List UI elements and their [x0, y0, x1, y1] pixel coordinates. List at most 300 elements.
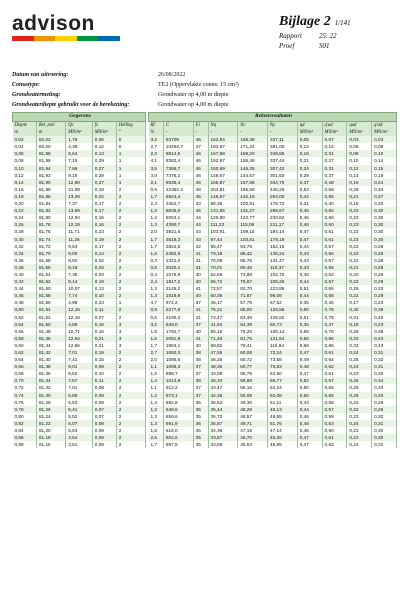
table-cell: 183,97: [208, 143, 238, 150]
table-cell: 109,26: [268, 278, 298, 285]
table-cell: 0,23: [347, 207, 372, 214]
table-cell: 81,24: [36, 413, 65, 420]
table-cell: 41: [193, 314, 208, 321]
table-cell: 41,64: [208, 321, 238, 328]
table-cell: 0,66: [297, 335, 322, 342]
table-cell: 81,86: [36, 193, 65, 200]
table-cell: 1,6: [149, 427, 164, 434]
table-cell: 2,1: [149, 179, 164, 186]
table-cell: 0,14: [13, 179, 37, 186]
table-cell: 0,23: [347, 370, 372, 377]
table-cell: 73,88: [238, 271, 268, 278]
table-cell: 0,4: [149, 271, 164, 278]
table-cell: 0,21: [92, 335, 116, 342]
table-cell: 0,08: [347, 150, 372, 157]
table-cell: 0,57: [322, 257, 347, 264]
table-cell: 2: [116, 377, 145, 384]
table-cell: 0,65: [322, 392, 347, 399]
table-cell: 2277,8: [163, 306, 193, 313]
table-cell: 0,04: [92, 264, 116, 271]
table-cell: 7,37: [66, 200, 93, 207]
table-cell: 0,52: [297, 186, 322, 193]
table-cell: 97,44: [208, 236, 238, 243]
table-cell: 2,7: [149, 143, 164, 150]
table-row: [13, 406, 146, 413]
column-header: fs: [92, 122, 116, 130]
table-cell: 659,6: [163, 413, 193, 420]
table-cell: 0,30: [372, 214, 397, 221]
table-cell: 0,62: [322, 363, 347, 370]
table-cell: 103,91: [208, 228, 238, 235]
table-cell: 0,15: [347, 200, 372, 207]
table-cell: 0,66: [322, 285, 347, 292]
table-cell: 2020,1: [163, 264, 193, 271]
table-cell: 204,81: [208, 186, 238, 193]
table-row: [13, 150, 146, 157]
table-cell: 0,23: [372, 321, 397, 328]
column-header: Qc: [66, 122, 93, 130]
table-cell: 0,25: [347, 384, 372, 391]
table-cell: 81,42: [36, 349, 65, 356]
table-cell: 5,52: [66, 413, 93, 420]
table-cell: 12,94: [66, 214, 93, 221]
table-cell: 46,33: [208, 377, 238, 384]
table-cell: 81,34: [36, 377, 65, 384]
table-row: [149, 363, 397, 370]
table-cell: 81,96: [36, 157, 65, 164]
table-row: [149, 292, 397, 299]
table-cell: 0,62: [13, 349, 37, 356]
table-cell: 0,30: [13, 236, 37, 243]
table-cell: 0,3: [149, 257, 164, 264]
table-cell: 0,47: [297, 434, 322, 441]
table-cell: 85,00: [238, 306, 268, 313]
table-cell: 33,69: [208, 441, 238, 448]
table-cell: 0,51: [297, 285, 322, 292]
table-cell: 682,8: [163, 399, 193, 406]
table-cell: 2: [116, 207, 145, 214]
table-cell: 307,42: [268, 165, 298, 172]
table-cell: 38: [193, 349, 208, 356]
table-cell: 96,36: [208, 200, 238, 207]
table-cell: 152,15: [268, 243, 298, 250]
table-cell: 36,52: [208, 399, 238, 406]
table-cell: 0,33: [347, 342, 372, 349]
table-cell: 1676,9: [163, 271, 193, 278]
table-cell: 0,32: [13, 243, 37, 250]
table-cell: 79,41: [238, 342, 268, 349]
table-cell: 0,43: [372, 342, 397, 349]
table-cell: 4,98: [66, 299, 93, 306]
table-cell: 3: [116, 342, 145, 349]
table-cell: 102,91: [238, 200, 268, 207]
table-cell: 81,48: [36, 328, 65, 335]
table-cell: 48,26: [208, 356, 238, 363]
table-cell: 0,74: [13, 392, 37, 399]
column-unit: -: [163, 129, 193, 136]
table-cell: 912,2: [163, 384, 193, 391]
table-cell: 159,20: [238, 150, 268, 157]
table-cell: 2: [116, 236, 145, 243]
table-cell: 69,77: [268, 377, 298, 384]
table-cell: 45,17: [208, 299, 238, 306]
table-cell: 3,54: [66, 434, 93, 441]
table-row: [149, 136, 397, 143]
table-cell: 11,26: [66, 236, 93, 243]
table-cell: 0,44: [297, 278, 322, 285]
table-cell: 83,49: [238, 314, 268, 321]
table-cell: 111,23: [208, 221, 238, 228]
table-cell: 73,83: [268, 363, 298, 370]
table-row: [13, 292, 146, 299]
table-cell: 125,82: [268, 314, 298, 321]
logo-color-segment: [98, 36, 120, 41]
table-cell: 46,70: [238, 434, 268, 441]
table-cell: 0,13: [92, 150, 116, 157]
table-cell: 0,47: [297, 228, 322, 235]
table-cell: 0,14: [92, 250, 116, 257]
table-cell: 294,00: [268, 193, 298, 200]
table-cell: 60,77: [238, 363, 268, 370]
column-header: Diepte: [13, 122, 37, 130]
table-cell: 0,76: [13, 399, 37, 406]
table-cell: 0,34: [372, 186, 397, 193]
table-cell: 37: [193, 392, 208, 399]
table-cell: 0,61: [322, 236, 347, 243]
table-cell: 46,26: [268, 434, 298, 441]
table-cell: 0,37: [297, 179, 322, 186]
table-cell: 41: [193, 257, 208, 264]
table-cell: 0,60: [13, 342, 37, 349]
table-cell: 44: [193, 214, 208, 221]
table-cell: 0,86: [322, 342, 347, 349]
table-cell: 0,26: [347, 186, 372, 193]
table-cell: 0,47: [297, 441, 322, 448]
table-cell: 1,7: [149, 342, 164, 349]
table-cell: 0,10: [92, 292, 116, 299]
table-cell: 37: [193, 321, 208, 328]
table-cell: 0,9: [149, 306, 164, 313]
table-cell: 1792,7: [163, 328, 193, 335]
table-row: [149, 257, 397, 264]
table-cell: 0,15: [92, 356, 116, 363]
table-row: [149, 271, 397, 278]
table-cell: 0,49: [297, 356, 322, 363]
table-cell: 63,50: [268, 370, 298, 377]
table-cell: 1,2: [149, 392, 164, 399]
table-row: [149, 228, 397, 235]
column-unit: MN/m²: [66, 129, 93, 136]
table-cell: 0,44: [297, 243, 322, 250]
table-row: [13, 278, 146, 285]
table-cell: 0,26: [372, 271, 397, 278]
table-cell: 0,79: [322, 314, 347, 321]
table-cell: 337,11: [268, 136, 298, 143]
column-unit: MN/m²: [347, 129, 372, 136]
bijlage-page: 1/141: [334, 19, 351, 27]
table-cell: 76,67: [238, 278, 268, 285]
table-cell: 0,48: [13, 299, 37, 306]
table-cell: 1,6: [149, 335, 164, 342]
table-cell: 0,57: [322, 406, 347, 413]
table-cell: 81,56: [36, 299, 65, 306]
table-cell: 0,08: [372, 143, 397, 150]
table-cell: 46: [193, 165, 208, 172]
proef-line: [279, 42, 387, 50]
table-cell: 40: [193, 292, 208, 299]
table-cell: 0,09: [92, 441, 116, 448]
table-row: [13, 413, 146, 420]
table-cell: 3: [116, 328, 145, 335]
table-row: [13, 143, 146, 150]
table-cell: 47,59: [208, 349, 238, 356]
table-cell: 0,48: [322, 179, 347, 186]
table-cell: 37: [193, 370, 208, 377]
table-cell: 131,27: [238, 207, 268, 214]
table-cell: 155,39: [238, 136, 268, 143]
table-cell: 1,3: [149, 221, 164, 228]
table-cell: 2: [116, 349, 145, 356]
table-cell: 122,77: [238, 214, 268, 221]
meta-label: Conustype:: [12, 82, 41, 88]
table-cell: 1,5: [149, 370, 164, 377]
meta-value: TE2 (Oppervlakte conus: 15 cm²): [158, 82, 239, 88]
table-cell: 40: [193, 278, 208, 285]
table-row: [149, 434, 397, 441]
table-cell: 38: [193, 377, 208, 384]
table-row: [13, 228, 146, 235]
table-cell: 0,12: [347, 165, 372, 172]
table-cell: 0,07: [322, 136, 347, 143]
table-cell: 57,79: [238, 299, 268, 306]
table-cell: 0,08: [92, 392, 116, 399]
table-cell: 1085,6: [163, 356, 193, 363]
table-cell: 33,87: [208, 434, 238, 441]
column-unit: %: [149, 129, 164, 136]
table-cell: 144,57: [238, 172, 268, 179]
table-cell: 80,46: [238, 264, 268, 271]
table-cell: 7,41: [66, 356, 93, 363]
table-cell: 0,61: [322, 370, 347, 377]
table-cell: 0,31: [347, 314, 372, 321]
table-cell: 9,63: [66, 243, 93, 250]
table-row: [13, 420, 146, 427]
table-cell: 0,24: [297, 165, 322, 172]
table-cell: 56,16: [238, 384, 268, 391]
table-row: [13, 250, 146, 257]
column-header: q'ad: [372, 122, 397, 130]
table-cell: 3: [116, 335, 145, 342]
table-cell: 0,34: [13, 250, 37, 257]
table-cell: 81,20: [36, 427, 65, 434]
table-cell: 35,44: [208, 406, 238, 413]
table-cell: 41: [193, 306, 208, 313]
table-cell: 1: [116, 150, 145, 157]
table-cell: 58,89: [238, 377, 268, 384]
table-cell: 0,30: [372, 236, 397, 243]
table-cell: 6924,4: [163, 193, 193, 200]
table-cell: 0,58: [322, 292, 347, 299]
table-cell: 55,08: [238, 392, 268, 399]
table-cell: 2: [116, 271, 145, 278]
table-cell: 0,07: [92, 413, 116, 420]
table-cell: 344,76: [268, 179, 298, 186]
table-cell: 81,88: [36, 186, 65, 193]
table-cell: 0,22: [347, 292, 372, 299]
table-cell: 82,70: [238, 285, 268, 292]
table-cell: 597,5: [163, 441, 193, 448]
table-cell: 81,22: [36, 420, 65, 427]
logo-color-segment: [77, 36, 99, 41]
table-cell: 0,16: [372, 165, 397, 172]
table-cell: 0,18: [13, 193, 37, 200]
table-cell: 35,72: [208, 413, 238, 420]
table-cell: 233,82: [268, 214, 298, 221]
table-cell: 2: [116, 285, 145, 292]
table-cell: 0,29: [372, 292, 397, 299]
table-cell: 1518,9: [163, 292, 193, 299]
meta-row: [12, 80, 397, 90]
table-cell: 51,11: [268, 399, 298, 406]
table-cell: 1: [116, 299, 145, 306]
table-cell: 0,20: [13, 200, 37, 207]
table-cell: 1,7: [149, 243, 164, 250]
table-cell: 81,98: [36, 150, 65, 157]
table-cell: 0,29: [372, 399, 397, 406]
table-cell: 81,60: [36, 285, 65, 292]
table-cell: 44: [193, 221, 208, 228]
table-cell: 72,57: [208, 285, 238, 292]
table-cell: 9,00: [66, 250, 93, 257]
table-cell: 0,11: [92, 306, 116, 313]
table-cell: 0,24: [347, 363, 372, 370]
table-row: [149, 200, 397, 207]
table-cell: 7,57: [66, 377, 93, 384]
table-cell: 81,72: [36, 243, 65, 250]
table-cell: 0,22: [13, 207, 37, 214]
table-cell: 81,82: [36, 207, 65, 214]
table-cell: 0,19: [372, 172, 397, 179]
table-row: [13, 427, 146, 434]
table-cell: 85,47: [208, 243, 238, 250]
table-cell: 47,14: [268, 427, 298, 434]
table-cell: 49,36: [238, 399, 268, 406]
table-cell: 81,80: [36, 214, 65, 221]
table-cell: 1,2: [149, 406, 164, 413]
table-cell: 873,1: [163, 392, 193, 399]
table-cell: 46: [193, 150, 208, 157]
column-unit: °: [116, 129, 145, 136]
table-row: [149, 427, 397, 434]
table-cell: 98,06: [268, 292, 298, 299]
table-cell: 0,07: [92, 406, 116, 413]
table-cell: 0,86: [13, 434, 37, 441]
table-cell: 0,46: [297, 207, 322, 214]
table-cell: 8814,5: [163, 150, 193, 157]
table-cell: 13,29: [66, 193, 93, 200]
table-cell: 71,48: [208, 335, 238, 342]
table-cell: 0,10: [347, 157, 372, 164]
table-cell: 81,32: [36, 384, 65, 391]
table-cell: 0,24: [13, 214, 37, 221]
table-cell: 0,40: [322, 200, 347, 207]
table-cell: 165,87: [208, 179, 238, 186]
table-cell: 0,88: [13, 441, 37, 448]
table-cell: 0,44: [297, 257, 322, 264]
table-cell: 6,07: [66, 420, 93, 427]
table-cell: 0,16: [92, 214, 116, 221]
table-cell: 176,72: [268, 200, 298, 207]
table-cell: 60,36: [208, 292, 238, 299]
table-row: [13, 349, 146, 356]
table-cell: 35: [193, 441, 208, 448]
table-cell: 7,01: [66, 349, 93, 356]
table-row: [149, 349, 397, 356]
table-cell: 81,94: [36, 165, 65, 172]
table-cell: 0,67: [322, 377, 347, 384]
meta-row: [12, 90, 397, 100]
table-cell: 2: [116, 384, 145, 391]
table-cell: 1,79: [66, 136, 93, 143]
report-header: [279, 14, 387, 50]
column-header: Rel. peil: [36, 122, 65, 130]
table-cell: 0,22: [347, 250, 372, 257]
data-table: [12, 112, 146, 448]
table-cell: 0,28: [372, 250, 397, 257]
table-cell: 0,02: [13, 136, 37, 143]
table-cell: 2,0: [149, 356, 164, 363]
table-cell: 88,42: [238, 250, 268, 257]
table-row: [149, 143, 397, 150]
table-cell: 0,31: [372, 420, 397, 427]
table-cell: 109,15: [238, 228, 268, 235]
table-cell: 34,35: [208, 427, 238, 434]
column-unit: -: [208, 129, 238, 136]
table-cell: 3452,7: [163, 200, 193, 207]
table-cell: 0,21: [347, 193, 372, 200]
table-cell: 0,70: [13, 377, 37, 384]
table-cell: 48,36: [208, 363, 238, 370]
table-cell: 81,70: [36, 250, 65, 257]
table-cell: 70,01: [208, 264, 238, 271]
table-cell: 1: [116, 172, 145, 179]
column-header: Helling: [116, 122, 145, 130]
table-cell: 2,3: [149, 150, 164, 157]
table-cell: 4,1: [149, 157, 164, 164]
table-cell: 0,17: [347, 299, 372, 306]
table-cell: 0,24: [372, 179, 397, 186]
table-cell: 5,64: [66, 150, 93, 157]
table-cell: 649,6: [163, 406, 193, 413]
bijlage-title: [279, 14, 387, 30]
table-cell: 8636,4: [163, 179, 193, 186]
table-cell: 0,02: [92, 257, 116, 264]
table-cell: 2: [116, 200, 145, 207]
table-cell: 46: [193, 172, 208, 179]
table-row: [149, 221, 397, 228]
table-cell: 67,52: [268, 299, 298, 306]
table-cell: 4,89: [66, 321, 93, 328]
meta-value: Grondwater op 4,00 m diepte: [158, 102, 229, 108]
table-cell: 2145,2: [163, 285, 193, 292]
table-cell: 0,22: [347, 278, 372, 285]
column-unit: m: [36, 129, 65, 136]
table-cell: 0,38: [372, 328, 397, 335]
table-cell: 0,44: [13, 285, 37, 292]
table-cell: 0,07: [92, 314, 116, 321]
table-cell: 0,60: [322, 214, 347, 221]
table-cell: 46,53: [238, 441, 268, 448]
